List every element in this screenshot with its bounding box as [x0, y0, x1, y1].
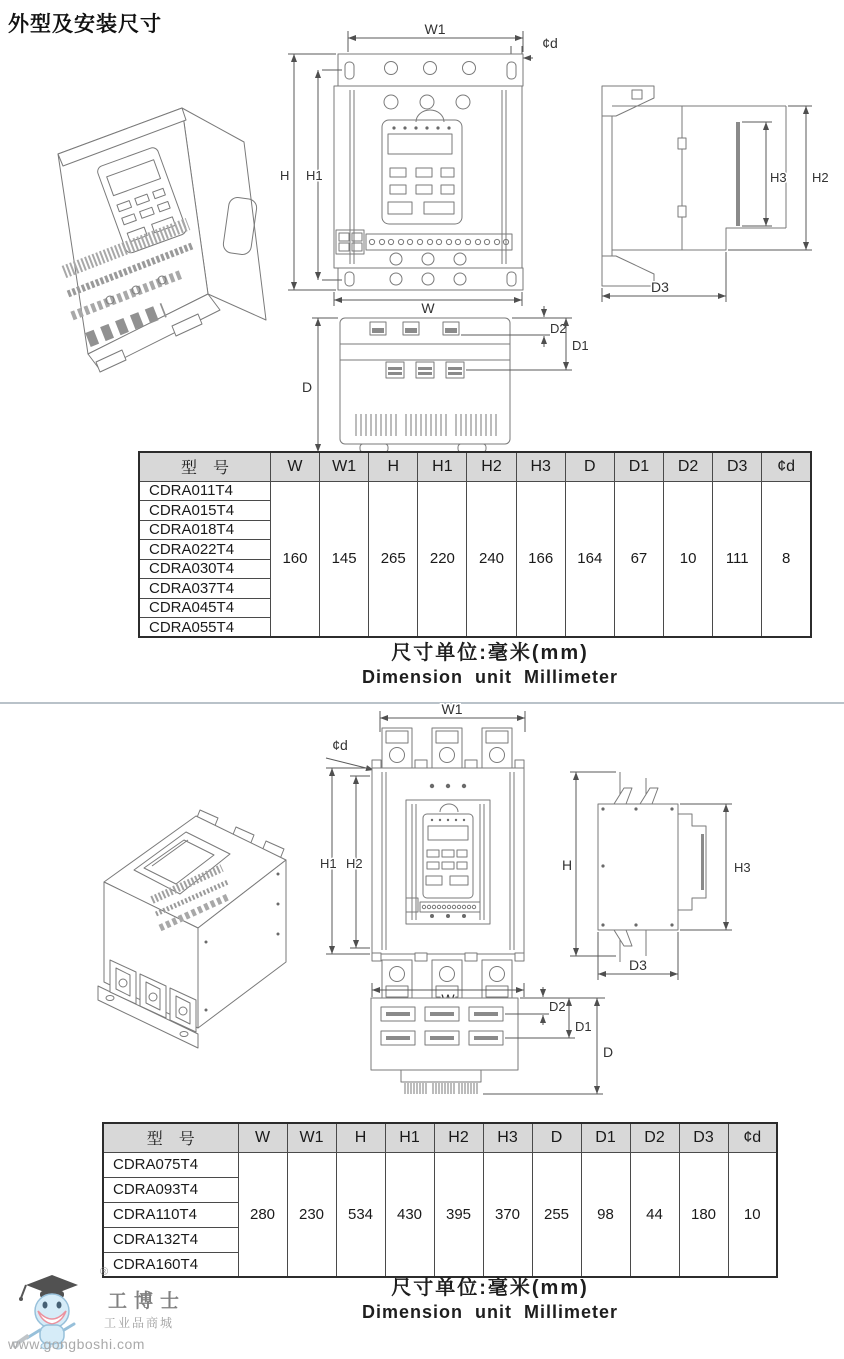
dim-label-h1: H1 [306, 168, 323, 183]
value-cell-h1: 430 [385, 1152, 434, 1277]
model-cell: CDRA022T4 [139, 540, 270, 560]
watermark-brand: 工博士 [108, 1291, 187, 1312]
col-header-model: 型 号 [139, 452, 270, 481]
col-header-h: H [336, 1123, 385, 1152]
dim-label-w: W [421, 300, 435, 316]
table-row [139, 481, 811, 501]
value-cell-w: 280 [238, 1152, 287, 1277]
unit-caption-zh: 尺寸单位:毫米(mm) [391, 1277, 589, 1299]
col-header-h1: H1 [418, 452, 467, 481]
col-header-d3: D3 [713, 452, 762, 481]
value-cell-h1: 220 [418, 481, 467, 637]
value-cell-d1: 98 [581, 1152, 630, 1277]
dim-label-d2: D2 [549, 999, 566, 1014]
model-cell: CDRA055T4 [139, 618, 270, 638]
model-cell: CDRA110T4 [103, 1202, 238, 1227]
col-header-w1: W1 [320, 452, 369, 481]
value-cell-d3: 111 [713, 481, 762, 637]
unit-caption-zh: 尺寸单位:毫米(mm) [391, 642, 589, 664]
col-header-d3: D3 [679, 1123, 728, 1152]
model-cell: CDRA018T4 [139, 520, 270, 540]
value-cell-d2: 10 [664, 481, 713, 637]
value-cell-w1: 230 [287, 1152, 336, 1277]
bottom-view-small-unit [298, 302, 598, 462]
dim-label-h2: H2 [346, 856, 363, 871]
dim-label-d3: D3 [629, 957, 647, 973]
value-cell-d1: 67 [614, 481, 663, 637]
front-view-large-unit [320, 701, 573, 1006]
registered-mark: ® [100, 1266, 109, 1278]
value-cell-phid: 10 [728, 1152, 777, 1277]
col-header-d2: D2 [664, 452, 713, 481]
dim-label-h2: H2 [812, 170, 829, 185]
col-header-d: D [532, 1123, 581, 1152]
col-header-w: W [270, 452, 319, 481]
dim-label-h3: H3 [770, 170, 787, 185]
dim-label-w1: W1 [441, 701, 463, 717]
col-header-w: W [238, 1123, 287, 1152]
watermark-subtitle: 工业品商城 [104, 1316, 175, 1330]
side-view-large-unit [558, 734, 778, 996]
value-cell-h: 534 [336, 1152, 385, 1277]
value-cell-d3: 180 [679, 1152, 728, 1277]
col-header-h1: H1 [385, 1123, 434, 1152]
model-cell: CDRA015T4 [139, 501, 270, 521]
col-header-d1: D1 [581, 1123, 630, 1152]
col-header-phid: ¢d [728, 1123, 777, 1152]
value-cell-h2: 240 [467, 481, 516, 637]
col-header-phid: ¢d [762, 452, 811, 481]
page-title: 外型及安装尺寸 [8, 13, 162, 36]
col-header-d: D [565, 452, 614, 481]
col-header-d1: D1 [614, 452, 663, 481]
dim-label-phid: ¢d [332, 737, 348, 753]
dim-label-d1: D1 [572, 338, 589, 353]
unit-caption [280, 641, 700, 689]
table-header-row [139, 452, 811, 481]
table-header-row [103, 1123, 777, 1152]
value-cell-phid: 8 [762, 481, 811, 637]
col-header-model: 型 号 [103, 1123, 238, 1152]
front-view-small-unit [278, 22, 588, 314]
col-header-h2: H2 [434, 1123, 483, 1152]
model-cell: CDRA045T4 [139, 598, 270, 618]
model-cell: CDRA011T4 [139, 481, 270, 501]
dim-label-h3: H3 [734, 860, 751, 875]
dim-label-w1: W1 [424, 21, 446, 37]
dim-label-d2: D2 [550, 321, 567, 336]
unit-caption-en: Dimension unit Millimeter [361, 1302, 619, 1322]
col-header-w1: W1 [287, 1123, 336, 1152]
model-cell: CDRA160T4 [103, 1252, 238, 1277]
watermark [6, 1262, 226, 1357]
watermark-url: www.gongboshi.com [8, 1336, 145, 1352]
col-header-d2: D2 [630, 1123, 679, 1152]
col-header-h: H [369, 452, 418, 481]
value-cell-d: 164 [565, 481, 614, 637]
value-cell-h3: 166 [516, 481, 565, 637]
value-cell-h: 265 [369, 481, 418, 637]
dim-label-d1: D1 [575, 1019, 592, 1034]
model-cell: CDRA030T4 [139, 559, 270, 579]
value-cell-d2: 44 [630, 1152, 679, 1277]
dim-label-h: H [280, 168, 290, 183]
dim-label-h1: H1 [320, 856, 337, 871]
unit-caption-en: Dimension unit Millimeter [361, 667, 619, 687]
side-view-small-unit [580, 66, 840, 306]
dim-label-h: H [562, 857, 573, 873]
model-cell: CDRA037T4 [139, 579, 270, 599]
value-cell-h3: 370 [483, 1152, 532, 1277]
dimension-table-small-frames [138, 451, 812, 638]
model-cell: CDRA093T4 [103, 1177, 238, 1202]
col-header-h3: H3 [483, 1123, 532, 1152]
value-cell-w: 160 [270, 481, 319, 637]
isometric-view-large-unit [80, 770, 305, 1060]
unit-caption [280, 1276, 700, 1324]
bottom-view-large-unit [353, 983, 613, 1118]
value-cell-h2: 395 [434, 1152, 483, 1277]
isometric-view-small-unit [30, 76, 270, 386]
value-cell-d: 255 [532, 1152, 581, 1277]
table-row [103, 1152, 777, 1177]
dim-label-d3: D3 [651, 279, 669, 295]
model-cell: CDRA132T4 [103, 1227, 238, 1252]
dim-label-d: D [302, 379, 313, 395]
dimension-table-large-frames [102, 1122, 778, 1278]
value-cell-w1: 145 [320, 481, 369, 637]
dim-label-d: D [603, 1044, 614, 1060]
dim-label-phid: ¢d [542, 35, 558, 51]
model-cell: CDRA075T4 [103, 1152, 238, 1177]
col-header-h2: H2 [467, 452, 516, 481]
col-header-h3: H3 [516, 452, 565, 481]
